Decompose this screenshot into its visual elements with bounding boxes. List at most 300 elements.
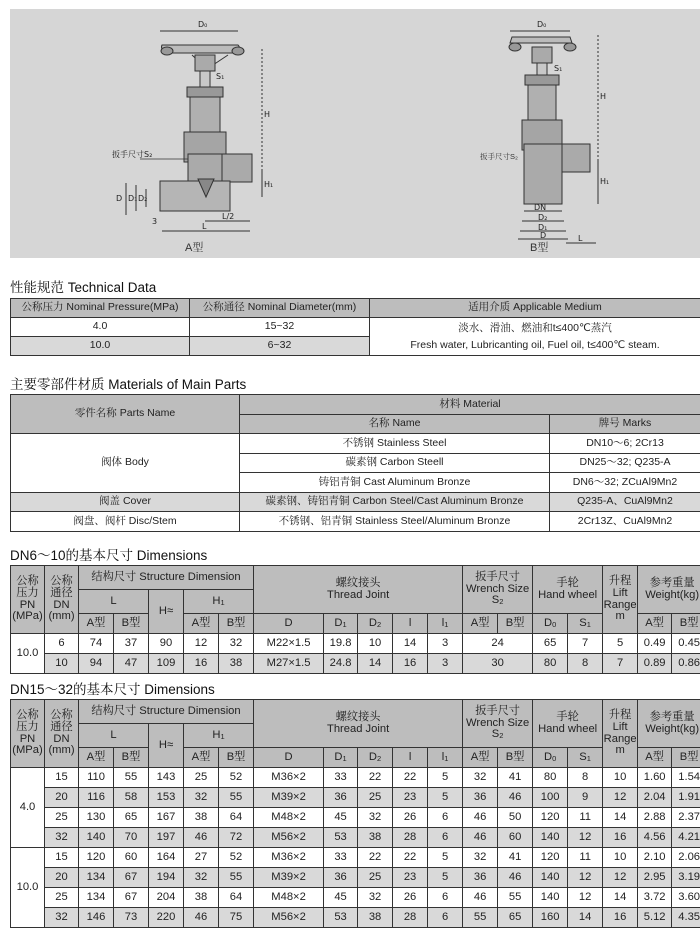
cell-d2: 10 xyxy=(358,634,393,654)
type-b-label: B型 xyxy=(530,239,548,255)
header-wrench-a: A型 xyxy=(463,748,498,768)
table-row xyxy=(11,634,700,654)
cell-wb: 2.06 xyxy=(672,848,700,868)
cell-wa: 3.72 xyxy=(638,888,672,908)
cell-dn: 15 xyxy=(45,768,79,788)
header-wrench-b: B型 xyxy=(498,614,533,634)
cell-h: 109 xyxy=(149,654,184,674)
cell-d: M39×2 xyxy=(254,868,324,888)
header-l1: $l_1$ xyxy=(428,748,463,768)
cell-dn: 32 xyxy=(45,828,79,848)
header-l: l xyxy=(393,614,428,634)
svg-text:H: H xyxy=(600,92,606,101)
type-a-valve-drawing xyxy=(110,9,280,258)
cell-d0: 120 xyxy=(533,848,568,868)
cell-h1b: 75 xyxy=(219,908,254,928)
header-pn: 公称 压力 PN (MPa) xyxy=(11,700,45,768)
cell-wa: 2.95 xyxy=(638,868,672,888)
cell-lb: 70 xyxy=(114,828,149,848)
cell-h: 197 xyxy=(149,828,184,848)
svg-text:DN: DN xyxy=(534,203,546,212)
header-H: H≈ xyxy=(149,724,184,768)
cell-l: 16 xyxy=(393,654,428,674)
material-marks: 2Cr13Z、CuAl9Mn2 xyxy=(550,512,700,532)
header-name: 名称 Name xyxy=(240,414,550,434)
cell-d: M56×2 xyxy=(254,828,324,848)
cell-s1: 14 xyxy=(568,908,603,928)
header-marks: 牌号 Marks xyxy=(550,414,700,434)
cell-s1: 11 xyxy=(568,848,603,868)
header-weight-b: B型 xyxy=(672,748,700,768)
cell-d: M27×1.5 xyxy=(254,654,324,674)
cell-h1b: 55 xyxy=(219,868,254,888)
svg-text:D₁: D₁ xyxy=(538,223,547,232)
cell-wa-wrench: 36 xyxy=(463,868,498,888)
cell-l: 26 xyxy=(393,808,428,828)
cell-s1: 12 xyxy=(568,828,603,848)
cell-d: M36×2 xyxy=(254,848,324,868)
cell-l1: 6 xyxy=(428,828,463,848)
cell-wb: 1.54 xyxy=(672,768,700,788)
header-lift-range: 升程 Lift Range m xyxy=(603,700,638,768)
cell-d2: 38 xyxy=(358,908,393,928)
cell-l: 23 xyxy=(393,788,428,808)
header-structure: 结构尺寸 Structure Dimension xyxy=(79,566,254,590)
cell-dn: 25 xyxy=(45,808,79,828)
cell-h1a: 38 xyxy=(184,808,219,828)
header-H: H≈ xyxy=(149,590,184,634)
header-wrench-b: B型 xyxy=(498,748,533,768)
header-weight: 参考重量 Weight(kg) xyxy=(638,566,700,614)
cell-lift: 12 xyxy=(603,868,638,888)
header-D1: $D_1$ xyxy=(324,614,358,634)
cell-dn: 10 xyxy=(45,654,79,674)
cell-wb: 3.19 xyxy=(672,868,700,888)
cell-h1b: 72 xyxy=(219,828,254,848)
header-H1: $H_1$ xyxy=(184,724,254,748)
cell-dn: 25 xyxy=(45,888,79,908)
table-row xyxy=(11,768,700,788)
cell-d0: 120 xyxy=(533,808,568,828)
header-hand-wheel: 手轮 Hand wheel xyxy=(533,700,603,748)
material-name: 不锈钢、铝青铜 Stainless Steel/Aluminum Bronze xyxy=(240,512,550,532)
cell-lift: 12 xyxy=(603,788,638,808)
table-row xyxy=(11,848,700,868)
cell-dn: 20 xyxy=(45,788,79,808)
cell-h: 153 xyxy=(149,788,184,808)
material-name: 铸铝青铜 Cast Aluminum Bronze xyxy=(240,473,550,493)
cell-s1: 8 xyxy=(568,654,603,674)
cell-s1: 9 xyxy=(568,788,603,808)
cell-h: 90 xyxy=(149,634,184,654)
cell-wb-wrench: 55 xyxy=(498,888,533,908)
header-wrench-size: 扳手尺寸 Wrench Size $S_2$ xyxy=(463,700,533,748)
cell-lift: 16 xyxy=(603,828,638,848)
material-name: 不锈钢 Stainless Steel xyxy=(240,434,550,454)
valve-diagram-panel xyxy=(10,9,700,258)
pn-cell: 10.0 xyxy=(11,848,45,928)
cell-wb-wrench: 46 xyxy=(498,868,533,888)
header-L: L xyxy=(79,590,149,614)
cell-dn: 32 xyxy=(45,908,79,928)
cell-la: 94 xyxy=(79,654,114,674)
cell-wb-wrench: 46 xyxy=(498,788,533,808)
cell-wa: 4.56 xyxy=(638,828,672,848)
cell-h: 204 xyxy=(149,888,184,908)
cell-h1b: 52 xyxy=(219,768,254,788)
header-structure: 结构尺寸 Structure Dimension xyxy=(79,700,254,724)
technical-data-title: 性能规范 Technical Data xyxy=(10,276,156,296)
cell-h: 143 xyxy=(149,768,184,788)
material-marks: DN10～6; 2Cr13 xyxy=(550,434,700,454)
dim-large-title: DN15～32的基本尺寸 Dimensions xyxy=(10,678,215,698)
cell-wa: 5.12 xyxy=(638,908,672,928)
type-b-wrench-label: 扳手尺寸S₂ xyxy=(480,151,518,162)
svg-text:H₁: H₁ xyxy=(264,180,273,189)
cell-la: 116 xyxy=(79,788,114,808)
svg-text:L/2: L/2 xyxy=(222,212,234,221)
cell-lb: 67 xyxy=(114,868,149,888)
medium-cell xyxy=(370,318,700,356)
header-D0: $D_0$ xyxy=(533,614,568,634)
cell-wa-wrench: 32 xyxy=(463,768,498,788)
header-L-a: A型 xyxy=(79,614,114,634)
cell-h1a: 12 xyxy=(184,634,219,654)
cell-d2: 25 xyxy=(358,868,393,888)
svg-text:D: D xyxy=(540,231,546,240)
cell-d0: 140 xyxy=(533,888,568,908)
header-D2: $D_2$ xyxy=(358,614,393,634)
cell-h1a: 16 xyxy=(184,654,219,674)
cell-d2: 32 xyxy=(358,808,393,828)
material-marks: Q235-A、CuAl9Mn2 xyxy=(550,492,700,512)
cell-wa: 0.89 xyxy=(638,654,672,674)
cell-l1: 5 xyxy=(428,788,463,808)
header-L-b: B型 xyxy=(114,614,149,634)
cell-l: 22 xyxy=(393,768,428,788)
cell-wa-wrench: 36 xyxy=(463,788,498,808)
svg-text:D₀: D₀ xyxy=(198,20,207,29)
cell-wa: 1.60 xyxy=(638,768,672,788)
cell-wa-wrench: 46 xyxy=(463,808,498,828)
svg-text:D₂: D₂ xyxy=(538,213,547,222)
cell-lb: 67 xyxy=(114,888,149,908)
cell-s1: 7 xyxy=(568,634,603,654)
cell-h1a: 27 xyxy=(184,848,219,868)
cell-h1a: 32 xyxy=(184,868,219,888)
cell-h1a: 38 xyxy=(184,888,219,908)
cell-s1: 12 xyxy=(568,868,603,888)
header-parts-name: 零件名称 Parts Name xyxy=(11,395,240,434)
header-nominal-diameter: 公称通径 Nominal Diameter(mm) xyxy=(190,299,370,318)
cell-d: M39×2 xyxy=(254,788,324,808)
svg-text:D₀: D₀ xyxy=(537,20,546,29)
cell-d1: 36 xyxy=(324,788,358,808)
cell-d: M48×2 xyxy=(254,808,324,828)
cell-l1: 6 xyxy=(428,888,463,908)
cell-lift: 10 xyxy=(603,768,638,788)
dim-small-title: DN6～10的基本尺寸 Dimensions xyxy=(10,544,207,564)
header-S1: $S_1$ xyxy=(568,614,603,634)
table-row xyxy=(11,828,700,848)
cell-d2: 25 xyxy=(358,788,393,808)
cell-d1: 33 xyxy=(324,848,358,868)
cell-lift: 14 xyxy=(603,888,638,908)
cell-l1: 5 xyxy=(428,868,463,888)
table-row xyxy=(11,808,700,828)
cell-d0: 80 xyxy=(533,654,568,674)
cell-wa: 2.88 xyxy=(638,808,672,828)
cell-h1a: 46 xyxy=(184,828,219,848)
cell-d0: 140 xyxy=(533,868,568,888)
cell-lift: 7 xyxy=(603,654,638,674)
cell-wb: 3.60 xyxy=(672,888,700,908)
cell-h1b: 55 xyxy=(219,788,254,808)
cell-l1: 5 xyxy=(428,768,463,788)
svg-text:3: 3 xyxy=(152,217,157,226)
cell-h1a: 32 xyxy=(184,788,219,808)
cell-wb-wrench: 41 xyxy=(498,848,533,868)
cell-h1b: 52 xyxy=(219,848,254,868)
cell-lift: 10 xyxy=(603,848,638,868)
header-D2: $D_2$ xyxy=(358,748,393,768)
cell-h1b: 64 xyxy=(219,888,254,908)
diameter-cell: 15~32 xyxy=(190,318,370,337)
material-name: 碳素钢 Carbon Steell xyxy=(240,453,550,473)
cell-l: 28 xyxy=(393,908,428,928)
cell-d: M36×2 xyxy=(254,768,324,788)
cell-h: 164 xyxy=(149,848,184,868)
cell-lb: 60 xyxy=(114,848,149,868)
cell-wa: 0.49 xyxy=(638,634,672,654)
cell-d0: 80 xyxy=(533,768,568,788)
cell-d: M22×1.5 xyxy=(254,634,324,654)
cell-l: 22 xyxy=(393,848,428,868)
svg-text:D₂: D₂ xyxy=(138,194,147,203)
cell-s1: 11 xyxy=(568,808,603,828)
cell-l: 23 xyxy=(393,868,428,888)
header-wrench-a: A型 xyxy=(463,614,498,634)
header-weight-a: A型 xyxy=(638,748,672,768)
cell-l1: 6 xyxy=(428,808,463,828)
header-pn: 公称 压力 PN (MPa) xyxy=(11,566,45,634)
table-row xyxy=(11,654,700,674)
header-L-b: B型 xyxy=(114,748,149,768)
cell-wb-wrench: 60 xyxy=(498,828,533,848)
cell-lb: 73 xyxy=(114,908,149,928)
cell-d2: 32 xyxy=(358,888,393,908)
cell-d: M48×2 xyxy=(254,888,324,908)
cell-d1: 19.8 xyxy=(324,634,358,654)
table-row xyxy=(11,788,700,808)
header-L-a: A型 xyxy=(79,748,114,768)
cell-l: 28 xyxy=(393,828,428,848)
cell-d1: 53 xyxy=(324,908,358,928)
header-H1-b: B型 xyxy=(219,748,254,768)
pn-cell: 10.0 xyxy=(11,634,45,674)
cell-l1: 5 xyxy=(428,848,463,868)
table-row xyxy=(11,868,700,888)
technical-data-table xyxy=(10,298,700,356)
cell-dn: 20 xyxy=(45,868,79,888)
cell-l1: 3 xyxy=(428,654,463,674)
cell-la: 134 xyxy=(79,868,114,888)
material-marks: DN6～32; ZCuAl9Mn2 xyxy=(550,473,700,493)
part-body: 阀体 Body xyxy=(11,434,240,493)
cell-s1: 8 xyxy=(568,768,603,788)
svg-text:H: H xyxy=(264,110,270,119)
cell-wa: 2.04 xyxy=(638,788,672,808)
cell-la: 110 xyxy=(79,768,114,788)
cell-d2: 14 xyxy=(358,654,393,674)
cell-lb: 47 xyxy=(114,654,149,674)
cell-d0: 65 xyxy=(533,634,568,654)
cell-wb: 1.91 xyxy=(672,788,700,808)
header-weight-a: A型 xyxy=(638,614,672,634)
header-l1: $l_1$ xyxy=(428,614,463,634)
cell-dn: 15 xyxy=(45,848,79,868)
cell-la: 74 xyxy=(79,634,114,654)
header-D1: $D_1$ xyxy=(324,748,358,768)
cell-wa: 2.10 xyxy=(638,848,672,868)
cell-h: 194 xyxy=(149,868,184,888)
header-thread-joint: 螺纹接头 Thread Joint xyxy=(254,700,463,748)
header-hand-wheel: 手轮 Hand wheel xyxy=(533,566,603,614)
svg-text:S₁: S₁ xyxy=(216,72,224,81)
cell-d0: 100 xyxy=(533,788,568,808)
cell-wb: 2.37 xyxy=(672,808,700,828)
table-row xyxy=(11,908,700,928)
header-applicable-medium: 适用介质 Applicable Medium xyxy=(370,299,700,318)
cell-d1: 36 xyxy=(324,868,358,888)
part-disc-stem: 阀盘、阀杆 Disc/Stem xyxy=(11,512,240,532)
cell-l1: 3 xyxy=(428,634,463,654)
cell-d2: 22 xyxy=(358,768,393,788)
header-dn: 公称 通径 DN (mm) xyxy=(45,566,79,634)
cell-d2: 22 xyxy=(358,848,393,868)
cell-l1: 6 xyxy=(428,908,463,928)
cell-lb: 55 xyxy=(114,768,149,788)
cell-wrench: 24 xyxy=(463,634,533,654)
svg-text:D: D xyxy=(116,194,122,203)
cell-l: 14 xyxy=(393,634,428,654)
materials-table xyxy=(10,394,700,532)
cell-wb-wrench: 41 xyxy=(498,768,533,788)
type-a-label: A型 xyxy=(185,239,203,255)
svg-text:扳手尺寸S₂: 扳手尺寸S₂ xyxy=(112,149,152,159)
cell-lift: 14 xyxy=(603,808,638,828)
cell-d2: 38 xyxy=(358,828,393,848)
header-thread-joint: 螺纹接头 Thread Joint xyxy=(254,566,463,614)
cell-l: 26 xyxy=(393,888,428,908)
part-cover: 阀盖 Cover xyxy=(11,492,240,512)
material-marks: DN25～32; Q235-A xyxy=(550,453,700,473)
cell-d1: 53 xyxy=(324,828,358,848)
cell-d1: 24.8 xyxy=(324,654,358,674)
cell-wb: 0.45 xyxy=(672,634,700,654)
cell-d1: 33 xyxy=(324,768,358,788)
cell-wb-wrench: 65 xyxy=(498,908,533,928)
cell-h1b: 38 xyxy=(219,654,254,674)
header-S1: $S_1$ xyxy=(568,748,603,768)
diameter-cell: 6~32 xyxy=(190,337,370,356)
cell-lift: 16 xyxy=(603,908,638,928)
cell-wrench: 30 xyxy=(463,654,533,674)
cell-h1a: 46 xyxy=(184,908,219,928)
header-material: 材料 Material xyxy=(240,395,700,415)
pressure-cell: 10.0 xyxy=(11,337,190,356)
cell-wb: 0.86 xyxy=(672,654,700,674)
cell-d1: 45 xyxy=(324,888,358,908)
cell-h: 167 xyxy=(149,808,184,828)
header-weight: 参考重量 Weight(kg) xyxy=(638,700,700,748)
cell-wa-wrench: 55 xyxy=(463,908,498,928)
header-H1: $H_1$ xyxy=(184,590,254,614)
cell-d: M56×2 xyxy=(254,908,324,928)
medium-cn: 淡水、滑油、燃油和t≤400℃蒸汽 xyxy=(370,320,700,337)
cell-wb: 4.21 xyxy=(672,828,700,848)
medium-en: Fresh water, Lubricanting oil, Fuel oil, t≤400℃ steam. xyxy=(370,337,700,354)
header-dn: 公称 通径 DN (mm) xyxy=(45,700,79,768)
header-weight-b: B型 xyxy=(672,614,700,634)
svg-text:H₁: H₁ xyxy=(600,177,609,186)
header-nominal-pressure: 公称压力 Nominal Pressure(MPa) xyxy=(11,299,190,318)
header-D: D xyxy=(254,614,324,634)
cell-h: 220 xyxy=(149,908,184,928)
cell-s1: 12 xyxy=(568,888,603,908)
dimensions-table-dn6-10 xyxy=(10,565,700,674)
cell-h1b: 64 xyxy=(219,808,254,828)
type-b-valve-drawing xyxy=(470,9,620,258)
cell-d1: 45 xyxy=(324,808,358,828)
svg-text:L: L xyxy=(202,222,207,231)
dimensions-table-dn15-32 xyxy=(10,699,700,928)
cell-la: 130 xyxy=(79,808,114,828)
svg-text:D₁: D₁ xyxy=(128,194,137,203)
cell-wa-wrench: 46 xyxy=(463,828,498,848)
svg-text:L: L xyxy=(578,234,583,243)
cell-d0: 140 xyxy=(533,828,568,848)
cell-dn: 6 xyxy=(45,634,79,654)
material-name: 碳素钢、铸铝青铜 Carbon Steel/Cast Aluminum Bronze xyxy=(240,492,550,512)
header-H1-b: B型 xyxy=(219,614,254,634)
cell-h1b: 32 xyxy=(219,634,254,654)
materials-title: 主要零部件材质 Materials of Main Parts xyxy=(10,373,246,393)
cell-d0: 160 xyxy=(533,908,568,928)
svg-text:S₁: S₁ xyxy=(554,64,562,73)
cell-la: 134 xyxy=(79,888,114,908)
header-H1-a: A型 xyxy=(184,748,219,768)
cell-lift: 5 xyxy=(603,634,638,654)
cell-wb: 4.35 xyxy=(672,908,700,928)
cell-wb-wrench: 50 xyxy=(498,808,533,828)
header-lift-range: 升程 Lift Range m xyxy=(603,566,638,634)
header-H1-a: A型 xyxy=(184,614,219,634)
header-L: L xyxy=(79,724,149,748)
cell-la: 146 xyxy=(79,908,114,928)
cell-la: 120 xyxy=(79,848,114,868)
cell-lb: 65 xyxy=(114,808,149,828)
header-wrench-size: 扳手尺寸 Wrench Size $S_2$ xyxy=(463,566,533,614)
pressure-cell: 4.0 xyxy=(11,318,190,337)
header-D0: $D_0$ xyxy=(533,748,568,768)
cell-la: 140 xyxy=(79,828,114,848)
header-l: l xyxy=(393,748,428,768)
cell-wa-wrench: 46 xyxy=(463,888,498,908)
cell-wa-wrench: 32 xyxy=(463,848,498,868)
cell-lb: 37 xyxy=(114,634,149,654)
header-D: D xyxy=(254,748,324,768)
